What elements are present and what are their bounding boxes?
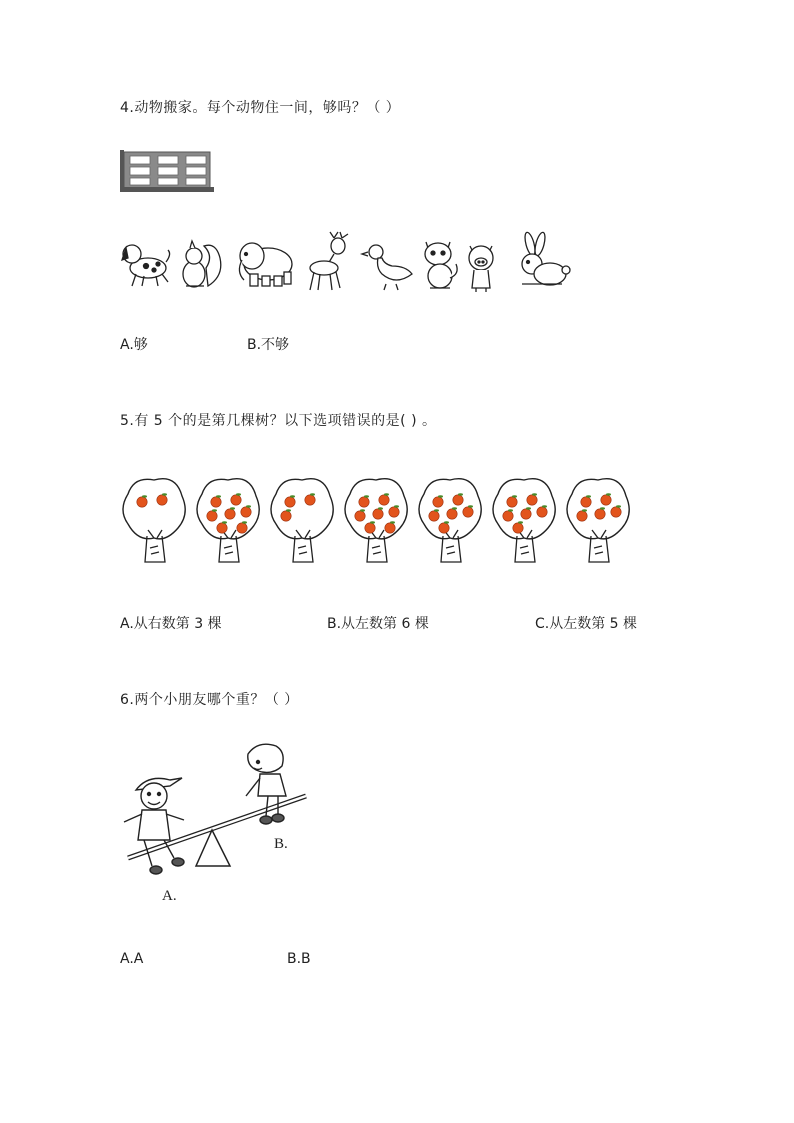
apple-leaf	[390, 521, 395, 523]
apple-leaf	[290, 495, 295, 497]
apple	[217, 523, 227, 533]
apple-leaf	[532, 493, 537, 495]
apple	[463, 507, 473, 517]
apple-tree	[567, 479, 629, 562]
apple-leaf	[468, 505, 473, 507]
apple-tree	[123, 479, 185, 562]
tree-crown	[271, 479, 333, 539]
animal-row	[118, 232, 568, 294]
apple-leaf	[212, 509, 217, 511]
elephant-icon	[239, 243, 292, 286]
apple-leaf	[444, 521, 449, 523]
apple-leaf	[508, 509, 513, 511]
seesaw-illustration	[118, 740, 318, 905]
apple-leaf	[438, 495, 443, 497]
apple-tree	[419, 479, 481, 562]
apple	[379, 495, 389, 505]
apple	[429, 511, 439, 521]
apple-leaf	[364, 495, 369, 497]
apple-leaf	[142, 495, 147, 497]
q5-option-b[interactable]: B.从左数第 6 棵	[327, 616, 429, 632]
apple	[225, 509, 235, 519]
apple-leaf	[378, 507, 383, 509]
cat-icon	[425, 242, 457, 288]
q6-option-b[interactable]: B.B	[287, 951, 311, 967]
rabbit-icon	[522, 231, 570, 285]
apple	[577, 511, 587, 521]
apple-leaf	[216, 495, 221, 497]
q4-option-b[interactable]: B.不够	[247, 337, 290, 353]
child-b-figure	[246, 744, 286, 824]
q4-option-a[interactable]: A.够	[120, 337, 148, 353]
apple-leaf	[236, 493, 241, 495]
apple-leaf	[222, 521, 227, 523]
apple	[231, 495, 241, 505]
apple	[241, 507, 251, 517]
apple	[373, 509, 383, 519]
tree-row	[120, 470, 640, 575]
apple-leaf	[586, 495, 591, 497]
apple-tree	[271, 479, 333, 562]
q6-option-a[interactable]: A.A	[120, 951, 144, 967]
apple-leaf	[582, 509, 587, 511]
pig-icon	[469, 246, 493, 292]
apple-leaf	[286, 509, 291, 511]
apple-leaf	[600, 507, 605, 509]
deer-icon	[310, 232, 348, 290]
apple-leaf	[242, 521, 247, 523]
apple-leaf	[452, 507, 457, 509]
apple-leaf	[384, 493, 389, 495]
apple	[537, 507, 547, 517]
apple-leaf	[616, 505, 621, 507]
apple	[439, 523, 449, 533]
apple	[365, 523, 375, 533]
apple	[207, 511, 217, 521]
apple	[389, 507, 399, 517]
apple	[359, 497, 369, 507]
apple	[433, 497, 443, 507]
apple	[581, 497, 591, 507]
q5-option-a[interactable]: A.从右数第 3 棵	[120, 616, 222, 632]
apple	[513, 523, 523, 533]
apple-leaf	[526, 507, 531, 509]
apple-tree	[345, 479, 407, 562]
apple-leaf	[606, 493, 611, 495]
apple-tree	[197, 479, 259, 562]
apple	[595, 509, 605, 519]
apple	[137, 497, 147, 507]
figure-label-a: A.	[162, 888, 177, 904]
apple	[507, 497, 517, 507]
tree-crown	[123, 479, 185, 539]
apple	[527, 495, 537, 505]
apple-leaf	[360, 509, 365, 511]
apple-leaf	[458, 493, 463, 495]
apple	[211, 497, 221, 507]
dog-icon	[122, 245, 170, 286]
q5-option-c[interactable]: C.从左数第 5 棵	[535, 616, 638, 632]
squirrel-icon	[183, 241, 221, 287]
apple	[521, 509, 531, 519]
figure-label-b: B.	[274, 836, 288, 852]
apple	[237, 523, 247, 533]
apple	[281, 511, 291, 521]
apple	[503, 511, 513, 521]
apartment-building	[120, 150, 215, 192]
apple-leaf	[310, 493, 315, 495]
duck-icon	[362, 245, 412, 290]
child-a-figure	[124, 778, 184, 874]
question-6-text: 6.两个小朋友哪个重？（ ）	[120, 692, 299, 708]
apple-leaf	[162, 493, 167, 495]
question-4-text: 4.动物搬家。每个动物住一间，够吗？（ ）	[120, 100, 401, 116]
apple-tree	[493, 479, 555, 562]
apple	[285, 497, 295, 507]
apple	[611, 507, 621, 517]
apple-leaf	[394, 505, 399, 507]
apple-leaf	[370, 521, 375, 523]
apple-leaf	[434, 509, 439, 511]
apple	[385, 523, 395, 533]
apple-leaf	[512, 495, 517, 497]
question-5-text: 5.有 5 个的是第几棵树？以下选项错误的是( ) 。	[120, 413, 437, 429]
apple	[355, 511, 365, 521]
apple	[157, 495, 167, 505]
apple	[447, 509, 457, 519]
apple	[305, 495, 315, 505]
apple-leaf	[518, 521, 523, 523]
apple-leaf	[246, 505, 251, 507]
apple-leaf	[230, 507, 235, 509]
apple	[453, 495, 463, 505]
apple	[601, 495, 611, 505]
apple-leaf	[542, 505, 547, 507]
